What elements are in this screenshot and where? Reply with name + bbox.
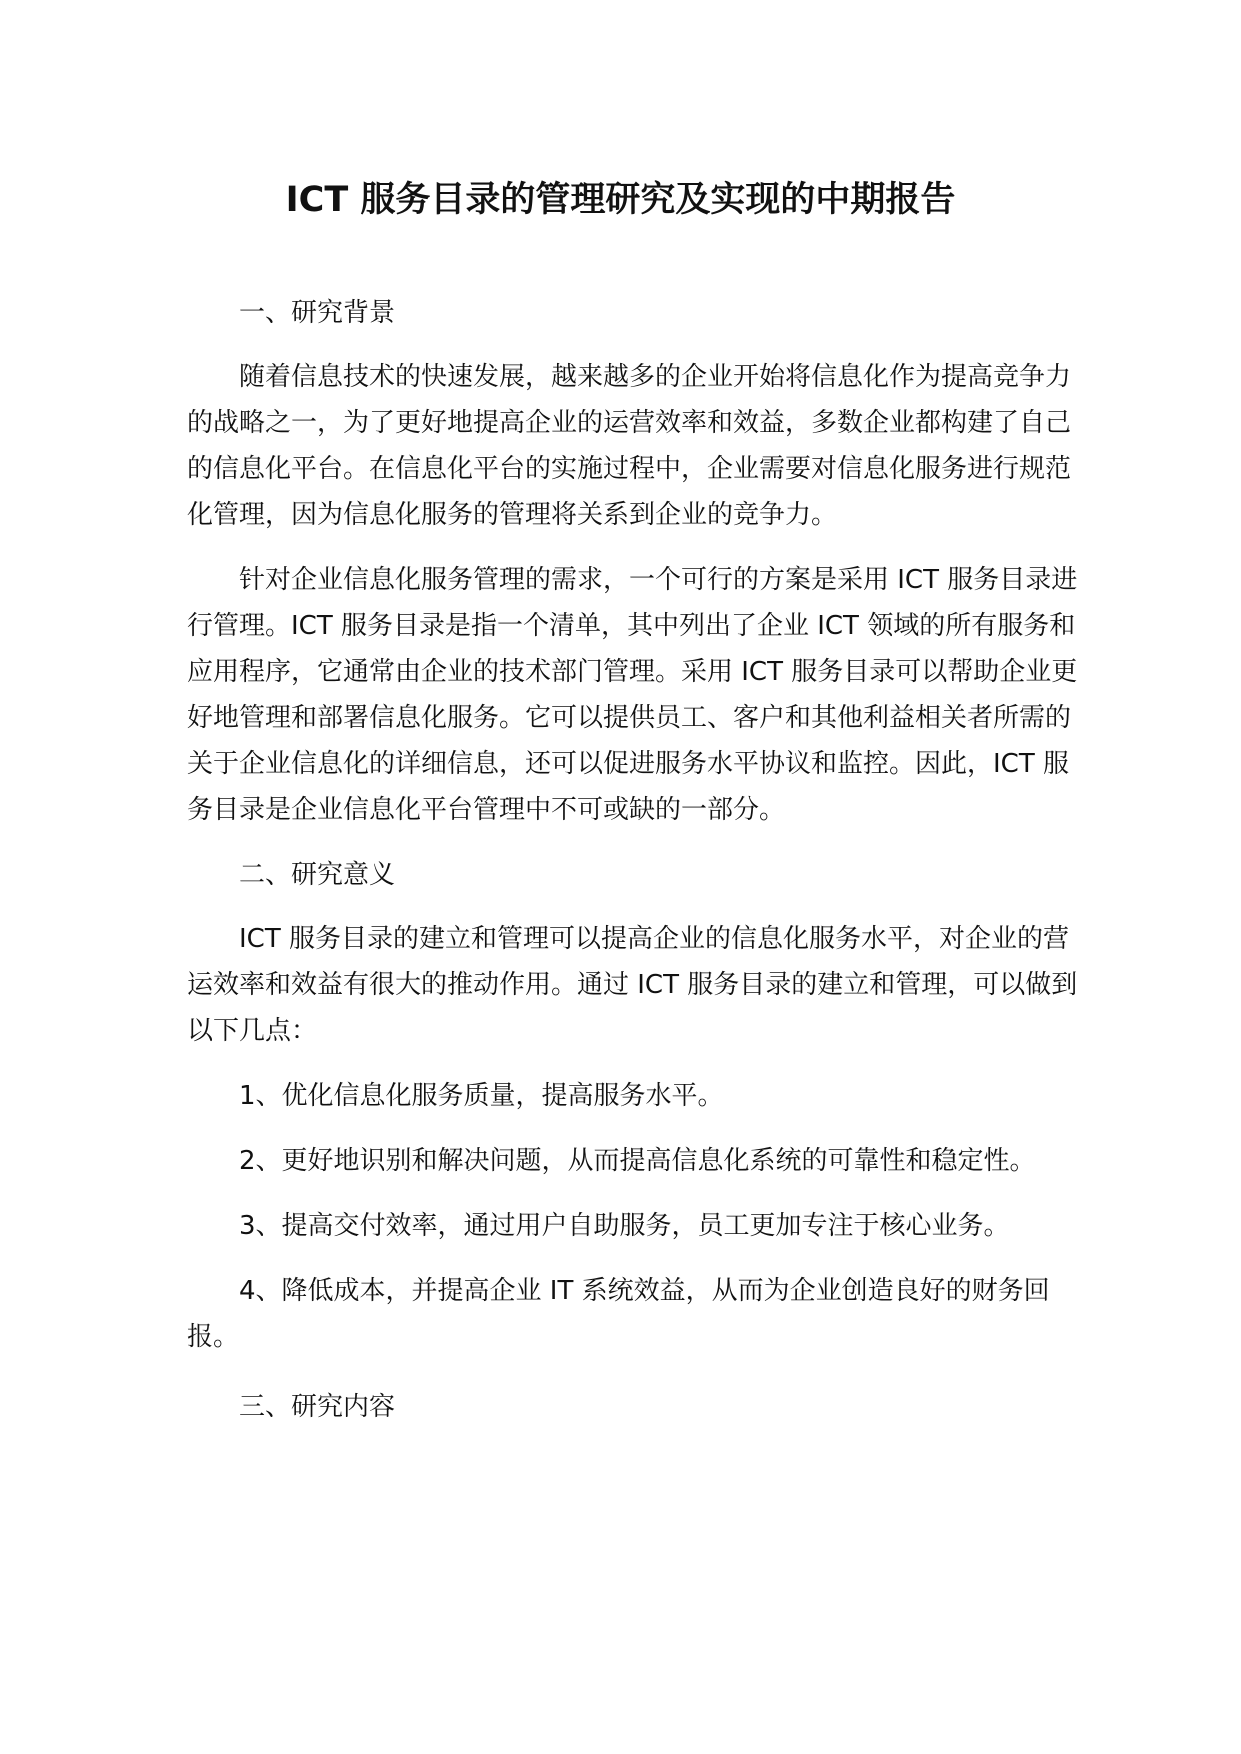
section-heading-significance: 二、研究意义 <box>239 860 396 890</box>
section-heading-content: 三、研究内容 <box>239 1392 396 1422</box>
paragraph-background-1: 随着信息技术的快速发展，越来越多的企业开始将信息化作为提高竞争力的战略之一，为了更好地提高企业的运营效率和效益，多数企业都构建了自己的信息化平台。在信息化平台的实施过程中，企业需要对信息化服务进行规范化管理，因为信息化服务的管理将关系到企业的竞争力。 <box>187 362 1072 530</box>
list-item: 1、优化信息化服务质量，提高服务水平。 <box>239 1081 724 1111</box>
paragraph-background-2: 针对企业信息化服务管理的需求，一个可行的方案是采用 ICT 服务目录进行管理。ICT 服务目录是指一个清单，其中列出了企业 ICT 领域的所有服务和应用程序，它通常由企业的技术部门管理。采用 ICT 服务目录可以帮助企业更好地管理和部署信息化服务。它可以提供员工、客户和其他利益相关者所需的关于企业信息化的详细信息，还可以促进服务水平协议和监控。因此，ICT 服务目录是企业信息化平台管理中不可或缺的一部分。 <box>187 565 1078 825</box>
list-item: 4、降低成本，并提高企业 IT 系统效益，从而为企业创造良好的财务回报。 <box>187 1276 1050 1352</box>
section-heading-background: 一、研究背景 <box>239 298 396 328</box>
list-item: 2、更好地识别和解决问题，从而提高信息化系统的可靠性和稳定性。 <box>239 1146 1036 1176</box>
paragraph-significance-1: ICT 服务目录的建立和管理可以提高企业的信息化服务水平，对企业的营运效率和效益有很大的推动作用。通过 ICT 服务目录的建立和管理，可以做到以下几点： <box>187 924 1078 1046</box>
list-item: 3、提高交付效率，通过用户自助服务，员工更加专注于核心业务。 <box>239 1211 1010 1241</box>
document-body <box>187 290 1092 1448</box>
document-title: ICT 服务目录的管理研究及实现的中期报告 <box>285 180 956 220</box>
